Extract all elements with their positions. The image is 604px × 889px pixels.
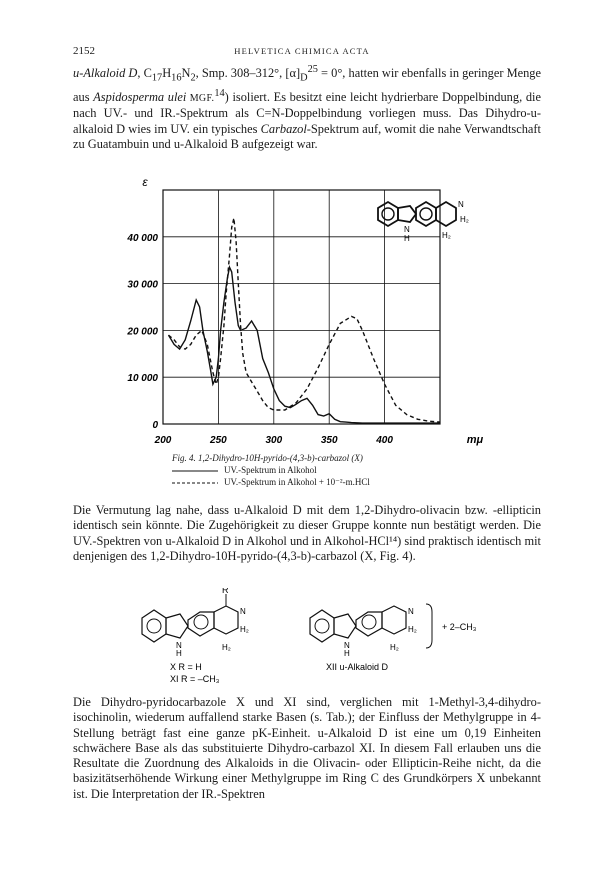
left-n-label: N [240,607,246,616]
right-n-label: N [408,607,414,616]
paragraph-1 [73,62,541,152]
formula-prefix: , C [137,66,152,81]
y-tick-label: 20 000 [127,326,158,338]
left-h2-label: H₂ [240,625,249,634]
compound-name: u-Alkaloid D [73,66,138,81]
page-number: 2152 [73,45,95,57]
formula-h: H [162,66,172,81]
formula-n: N [181,66,191,81]
left-h-label: H [176,649,182,658]
inset-h2b-label: H₂ [442,231,451,240]
y-axis-label: ε [142,175,148,189]
right-h-label: H [344,649,350,658]
x-tick-label: 400 [376,435,393,446]
formula-c-subscript: 17 [151,72,163,84]
right-h2-label: H₂ [408,625,417,634]
rotation-subscript: D [300,72,308,84]
y-tick-label: 0 [152,420,158,431]
uv-spectrum-chart [0,160,604,460]
label-xii: XII u-Alkaloid D [326,662,389,672]
label-x: X R = H [170,662,202,672]
rotation-value: = 0°, hatten wir ebenfalls in geringer Menge aus [73,66,541,105]
carbazol-term: Carbazol [260,121,307,136]
inset-nh-label: N [404,225,410,234]
left-nh-label: N [176,641,182,650]
author-abbrev: MGF. [186,93,215,105]
reference-mark: 14 [214,87,225,99]
y-tick-label: 10 000 [127,373,158,385]
legend-solid-line-icon [172,468,218,474]
x-tick-label: 200 [154,435,172,446]
inset-n-label: N [458,200,464,209]
formula-n-subscript: 2 [190,72,196,84]
x-tick-label: 300 [265,435,283,446]
right-h2b-label: H₂ [390,643,399,652]
series-line-alcohol [169,267,441,423]
inset-h-label: H [404,234,410,243]
paragraph-1-text: ) isoliert. Es besitzt eine leicht hydrierbare Doppelbindung, die nach UV.- und IR.-Spektrum als C=N-Doppelbindung vorliegen muss. Das Dihydro-u-alkaloid D wies im UV. ein typisches [73,90,541,136]
paragraph-2: Die Vermutung lag nahe, dass u-Alkaloid D mit dem 1,2-Dihydro-olivacin bzw. -ellipticin identisch sein könnte. Die Zugehörigkeit zu dieser Gruppe konnte nun bestätigt werden. Die UV.-Spektren von u-Alkaloid D in Alkohol und in Alkohol-HCl¹⁴) sind praktisch identisch mit denjenigen des 1,2-Dihydro-10H-pyrido-(4,3-b)-carbazol (X, Fig. 4). [73,503,541,563]
bracket [426,604,432,648]
x-tick-label: 250 [210,435,227,446]
legend-solid [172,464,370,476]
paragraph-3: Die Dihydro-pyridocarbazole X und XI sind, verglichen mit 1-Methyl-3,4-dihydro-isochinolin, wiederum auffallend starke Basen (s. Tab.); der Einfluss der Methylgruppe in 4-Stellung beträgt fast eine ganze pK-Einheit. u-Alkaloid D ist eine um 0,19 Einheiten schwächere Base als das substituierte Dihydro-carbazol XI. In diesem Fall erlauben uns die Resultate die Zuordnung des Alkaloids in die Olivacin- oder Ellipticin-Reihe nicht, da die basizitätserhöhende Wirkung einer Methylgruppe im Ring C des Grundkörpers X unbekannt ist. Die Interpretation der IR.-Spektren [73,695,541,801]
substituent-label: + 2–CH₃ [442,622,477,632]
y-tick-label: 40 000 [127,232,158,244]
left-r-label: R [222,588,229,595]
chart-inset-structure [360,180,490,250]
figure-caption [172,452,370,488]
label-xi: XI R = –CH₃ [170,674,220,684]
legend-dashed-line-icon [172,480,218,486]
legend-solid-label: UV.-Spektrum in Alkohol [224,465,317,475]
caption-title: Fig. 4. 1,2-Dihydro-10H-pyrido-(4,3-b)-carbazol (X) [172,453,363,463]
melting-point: , Smp. 308–312°, [α] [195,66,301,81]
y-tick-label: 30 000 [127,279,158,291]
right-nh-label: N [344,641,350,650]
inset-h2-label: H₂ [460,215,469,224]
legend-dashed [172,476,370,488]
x-tick-label: 350 [320,435,338,446]
left-h2b-label: H₂ [222,643,231,652]
structures-figure [120,588,540,688]
legend-dashed-label: UV.-Spektrum in Alkohol + 10⁻²-m.HCl [224,477,370,487]
journal-title: HELVETICA CHIMICA ACTA [234,46,370,56]
x-axis-label: mμ [466,434,484,446]
formula-h-subscript: 16 [171,72,182,84]
paragraph-1-text-end: -Spektrum auf, womit die nahe Verwandtschaft zu Guatambuin und u-Alkaloid B aufgezeigt war. [73,121,541,151]
plant-source: Aspidosperma ulei [93,90,187,105]
rotation-superscript: 25 [307,64,318,75]
